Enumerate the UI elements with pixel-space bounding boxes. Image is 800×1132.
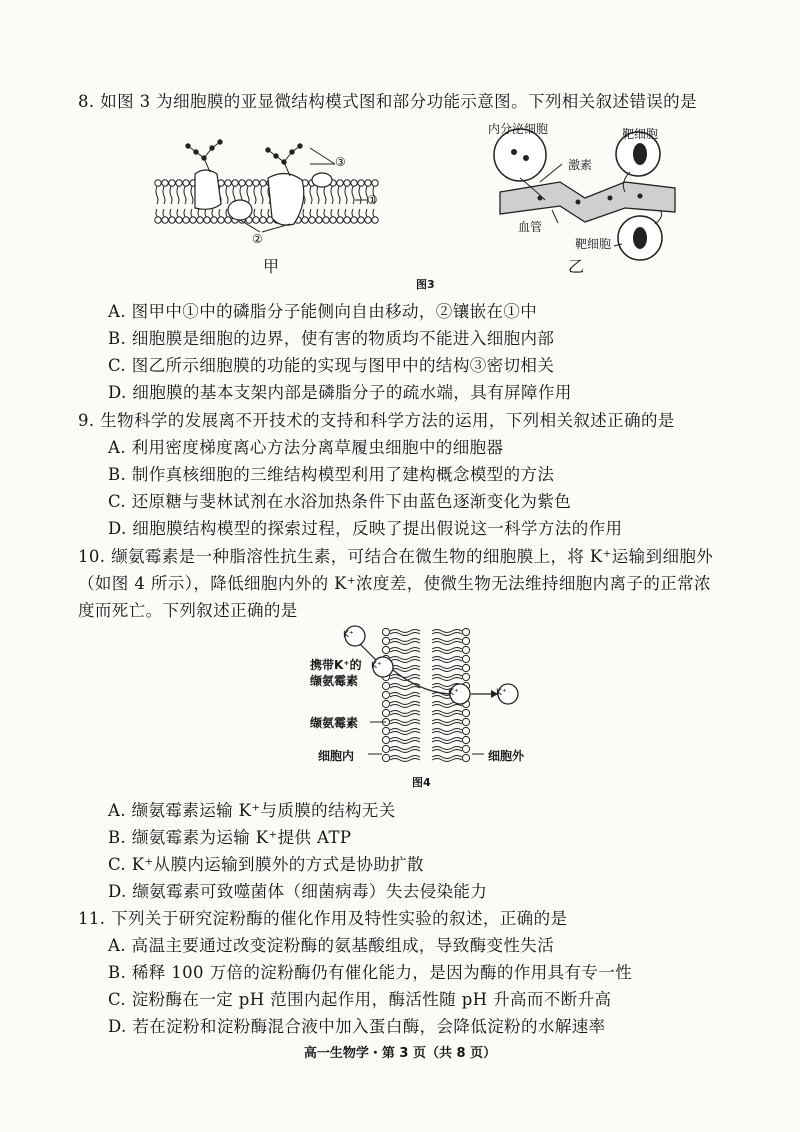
marker-3: ③	[335, 155, 346, 169]
q10-option-b: B. 缬氨霉素为运输 K⁺提供 ATP	[108, 828, 352, 847]
q10-option-a: A. 缬氨霉素运输 K⁺与质膜的结构无关	[108, 801, 396, 820]
figure-label-yi: 乙	[568, 257, 585, 276]
marker-1: ①	[367, 193, 378, 207]
q10-option-d: D. 缬氨霉素可致噬菌体（细菌病毒）失去侵染能力	[108, 882, 488, 901]
question-10-stem-line-2: （如图 4 所示），降低细胞内外的 K⁺浓度差，使微生物无法维持细胞内离子的正常浓	[78, 574, 711, 593]
k-ion-label-3: K⁺	[448, 688, 459, 698]
k-ion-label-1: K⁺	[343, 630, 354, 640]
q11-option-a: A. 高温主要通过改变淀粉酶的氨基酸组成，导致酶变性失活	[108, 936, 555, 955]
question-10-stem-line-3: 度而死亡。下列叙述正确的是	[78, 601, 298, 620]
q8-option-c: C. 图乙所示细胞膜的功能的实现与图甲中的结构③密切相关	[108, 356, 555, 375]
q9-option-b: B. 制作真核细胞的三维结构模型利用了建构概念模型的方法	[108, 465, 555, 484]
q8-option-b: B. 细胞膜是细胞的边界，使有害的物质均不能进入细胞内部	[108, 329, 555, 348]
label-endocrine-cell: 内分泌细胞	[488, 122, 549, 136]
label-hormone: 激素	[568, 158, 593, 172]
label-carrying-valinomycin: 缬氨霉素	[310, 674, 359, 688]
question-8-stem: 8. 如图 3 为细胞膜的亚显微结构模式图和部分功能示意图。下列相关叙述错误的是	[78, 92, 697, 111]
q10-option-c: C. K⁺从膜内运输到膜外的方式是协助扩散	[108, 855, 424, 874]
figure-3-caption: 图3	[416, 278, 435, 291]
marker-2: ②	[252, 232, 263, 246]
q9-option-d: D. 细胞膜结构模型的探索过程，反映了提出假说这一科学方法的作用	[108, 519, 623, 538]
q8-option-a: A. 图甲中①中的磷脂分子能侧向自由移动，②镶嵌在①中	[108, 302, 538, 321]
q8-option-d: D. 细胞膜的基本支架内部是磷脂分子的疏水端，具有屏障作用	[108, 383, 572, 402]
question-11-stem: 11. 下列关于研究淀粉酶的催化作用及特性实验的叙述，正确的是	[78, 909, 568, 928]
label-cell-inside: 细胞内	[318, 749, 355, 763]
label-blood-vessel: 血管	[518, 220, 543, 234]
question-9-stem: 9. 生物科学的发展离不开技术的支持和科学方法的运用，下列相关叙述正确的是	[78, 411, 675, 430]
k-ion-label-2: K⁺	[371, 661, 382, 671]
q9-option-a: A. 利用密度梯度离心方法分离草履虫细胞中的细胞器	[108, 438, 504, 457]
label-carrying-k: 携带K⁺的	[310, 658, 362, 672]
k-ion-label-4: K⁺	[496, 688, 507, 698]
label-target-cell-2: 靶细胞	[575, 237, 612, 251]
q11-option-d: D. 若在淀粉和淀粉酶混合液中加入蛋白酶，会降低淀粉的水解速率	[108, 1017, 606, 1036]
label-cell-outside: 细胞外	[488, 749, 525, 763]
figure-4-caption: 图4	[412, 776, 431, 789]
q11-option-b: B. 稀释 100 万倍的淀粉酶仍有催化能力，是因为酶的作用具有专一性	[108, 963, 633, 982]
label-target-cell-1: 靶细胞	[622, 127, 659, 141]
question-10-stem-line-1: 10. 缬氨霉素是一种脂溶性抗生素，可结合在微生物的细胞膜上，将 K⁺运输到细胞外	[78, 547, 714, 566]
q9-option-c: C. 还原糖与斐林试剂在水浴加热条件下由蓝色逐渐变化为紫色	[108, 492, 572, 511]
page-footer: 高一生物学・第 3 页（共 8 页）	[303, 1046, 497, 1061]
membrane-diagram-jia	[150, 128, 400, 240]
figure-label-jia: 甲	[263, 257, 280, 276]
label-valinomycin: 缬氨霉素	[310, 716, 359, 730]
q11-option-c: C. 淀粉酶在一定 pH 范围内起作用，酶活性随 pH 升高而不断升高	[108, 990, 612, 1009]
